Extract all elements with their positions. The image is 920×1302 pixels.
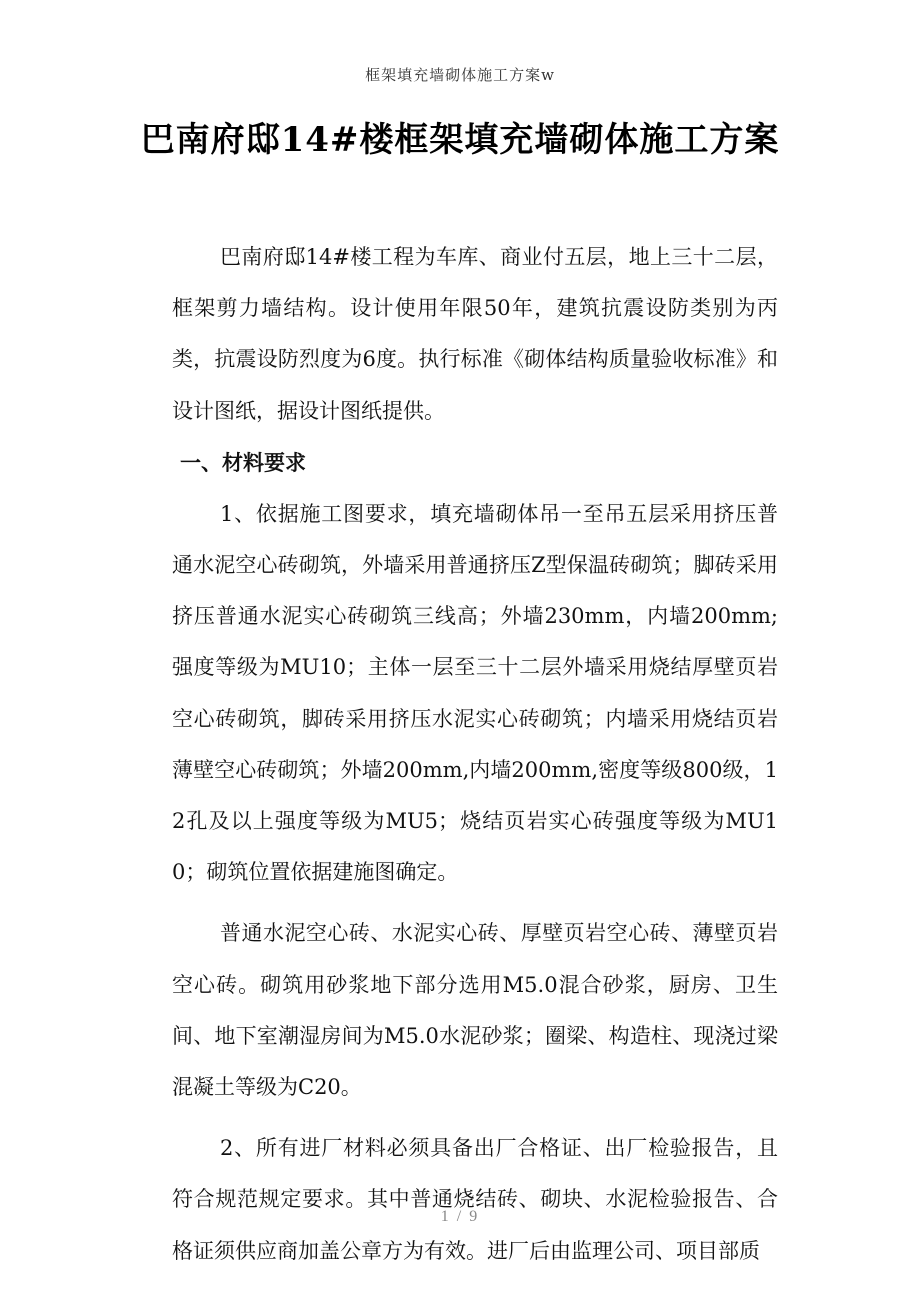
section-heading-materials: 一、材料要求 <box>180 449 306 475</box>
page-indicator: 1 / 9 <box>440 1208 480 1225</box>
materials-item-1: 1、依据施工图要求，填充墙砌体吊一至吊五层采用挤压普通水泥空心砖砌筑，外墙采用普通挤压Z型保温砖砌筑；脚砖采用挤压普通水泥实心砖砌筑三线高；外墙230mm，内墙200mm;强度等级为MU10；主体一层至三十二层外墙采用烧结厚壁页岩空心砖砌筑，脚砖采用挤压水泥实心砖砌筑；内墙采用烧结页岩薄壁空心砖砌筑；外墙200mm,内墙200mm,密度等级800级，12孔及以上强度等级为MU5；烧结页岩实心砖强度等级为MU10；砌筑位置依据建施图确定。 <box>172 501 778 885</box>
intro-paragraph: 巴南府邸14#楼工程为车库、商业付五层，地上三十二层，框架剪力墙结构。设计使用年限50年，建筑抗震设防类别为丙类，抗震设防烈度为6度。执行标准《砌体结构质量验收标准》和设计图纸，据设计图纸提供。 <box>172 245 778 423</box>
document-body <box>172 232 778 1277</box>
running-header: 框架填充墙砌体施工方案w <box>365 66 555 84</box>
materials-item-1-continued: 普通水泥空心砖、水泥实心砖、厚壁页岩空心砖、薄壁页岩空心砖。砌筑用砂浆地下部分选用M5.0混合砂浆，厨房、卫生间、地下室潮湿房间为M5.0水泥砂浆；圈梁、构造柱、现浇过梁混凝土等级为C20。 <box>172 921 778 1100</box>
document-title: 巴南府邸14#楼框架填充墙砌体施工方案 <box>140 120 780 160</box>
paragraph-gap <box>172 1113 778 1123</box>
materials-item-2: 2、所有进厂材料必须具备出厂合格证、出厂检验报告，且符合规范规定要求。其中普通烧结砖、砌块、水泥检验报告、合格证须供应商加盖公章方为有效。进厂后由监理公司、项目部质 <box>172 1136 778 1263</box>
paragraph-gap <box>172 898 778 908</box>
